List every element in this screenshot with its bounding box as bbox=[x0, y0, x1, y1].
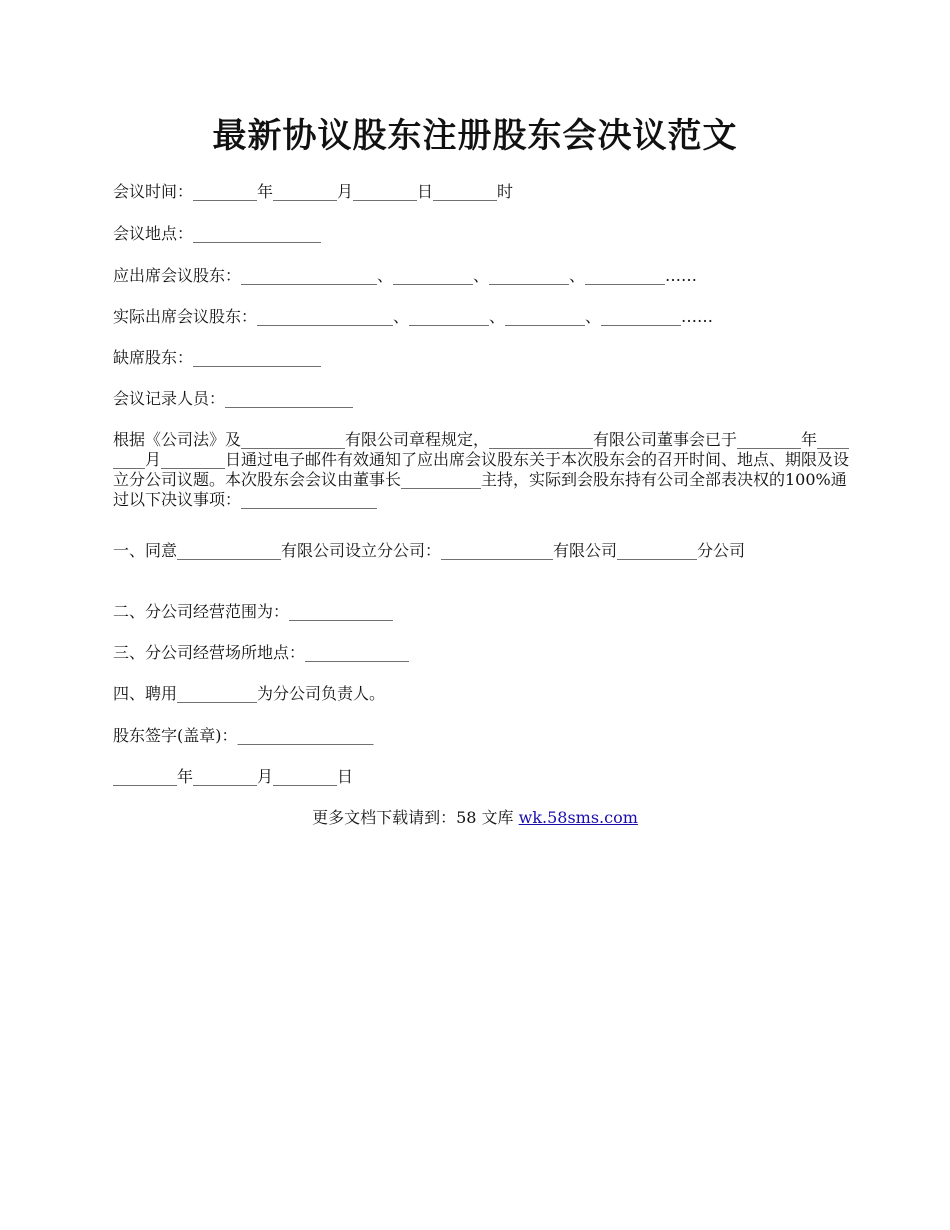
basis-paragraph: 根据《公司法》及_____________有限公司章程规定，_____________有限公司董事会已于________年________月________日通过电子邮件有效通知了应出席会议股东关于本次股东会的召开时间、地点、期限及设立分公司议题。本次股东会会议由董事长__________主持，实际到会股东持有公司全部表决权的100%通过以下决议事项：_________________ bbox=[113, 430, 850, 509]
absent-shareholders-field: 缺席股东：________________ bbox=[113, 348, 322, 367]
shareholder-signature-field: 股东签字(盖章)：_________________ bbox=[113, 726, 374, 745]
actual-shareholders-field: 实际出席会议股东：_________________、__________、__________、__________…… bbox=[113, 307, 714, 326]
footer-text: 更多文档下载请到：58 文库 bbox=[312, 808, 519, 827]
document-title: 最新协议股东注册股东会决议范文 bbox=[212, 116, 738, 156]
meeting-time-field: 会议时间：________年________月________日________时 bbox=[113, 182, 514, 201]
signature-date-field: ________年________月________日 bbox=[113, 767, 354, 786]
footer-link[interactable]: wk.58sms.com bbox=[518, 808, 638, 827]
resolution-item-4: 四、聘用__________为分公司负责人。 bbox=[113, 684, 386, 703]
footer bbox=[0, 808, 950, 828]
recorder-field: 会议记录人员：________________ bbox=[113, 389, 354, 408]
resolution-item-2: 二、分公司经营范围为：_____________ bbox=[113, 602, 394, 621]
meeting-place-field: 会议地点：________________ bbox=[113, 224, 322, 243]
resolution-item-1: 一、同意_____________有限公司设立分公司：______________有限公司__________分公司 bbox=[113, 541, 746, 560]
expected-shareholders-field: 应出席会议股东：_________________、__________、__________、__________…… bbox=[113, 266, 698, 285]
resolution-item-3: 三、分公司经营场所地点：_____________ bbox=[113, 643, 410, 662]
